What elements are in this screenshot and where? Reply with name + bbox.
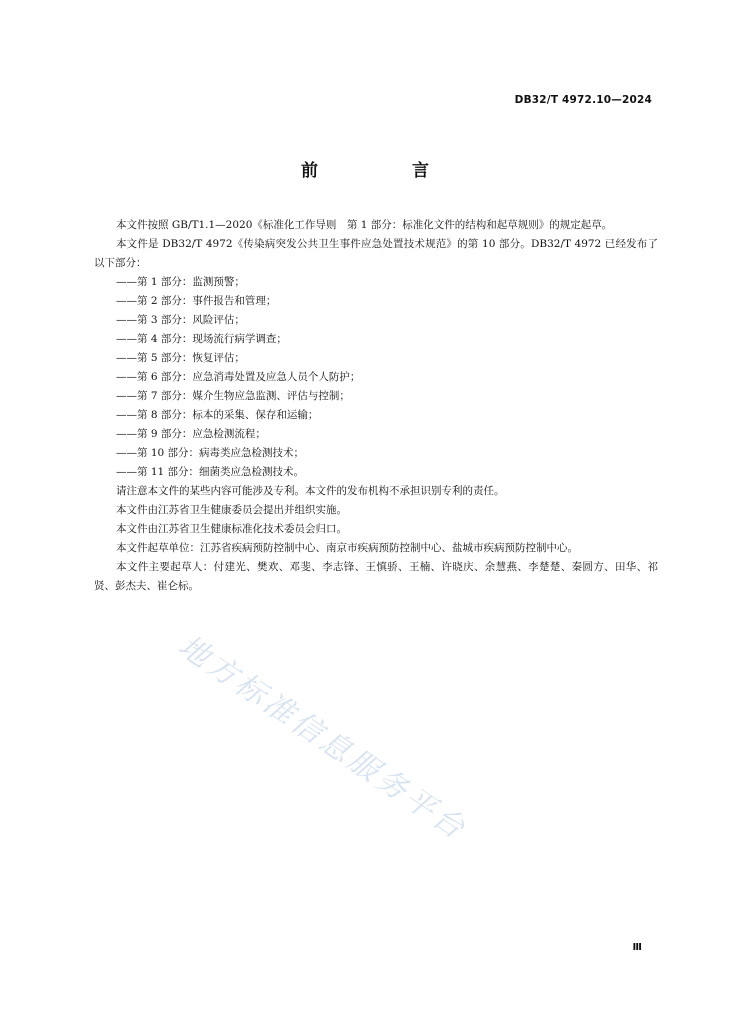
paragraph-series-intro: 本文件是 DB32/T 4972《传染病突发公共卫生事件应急处置技术规范》的第 10 部分。DB32/T 4972 已经发布了以下部分：: [94, 238, 658, 269]
list-item: ——第 3 部分：风险评估；: [116, 314, 245, 326]
list-item: ——第 9 部分：应急检测流程；: [116, 428, 266, 440]
page-title: 前 言: [301, 161, 473, 181]
paragraph-centralized-by: 本文件由江苏省卫生健康标准化技术委员会归口。: [116, 523, 347, 535]
watermark: 地方标准信息服务平台: [171, 628, 474, 848]
list-item: ——第 11 部分：细菌类应急检测技术。: [116, 466, 305, 478]
paragraph-patent-notice: 请注意本文件的某些内容可能涉及专利。本文件的发布机构不承担识别专利的责任。: [116, 485, 505, 497]
list-item: ——第 2 部分：事件报告和管理；: [116, 295, 277, 307]
paragraph-drafters: 本文件主要起草人：付建光、樊欢、邓斐、李志锋、王慎骄、王楠、许晓庆、余慧燕、李楚楚、秦圆方、田华、祁贤、彭杰夫、崔仑标。: [94, 561, 658, 592]
list-item: ——第 1 部分：监测预警；: [116, 276, 245, 288]
list-item: ——第 4 部分：现场流行病学调查；: [116, 333, 287, 345]
list-item: ——第 7 部分：媒介生物应急监测、评估与控制；: [116, 390, 350, 402]
paragraph-proposer: 本文件由江苏省卫生健康委员会提出并组织实施。: [116, 504, 347, 516]
list-item: ——第 5 部分：恢复评估；: [116, 352, 245, 364]
document-id: DB32/T 4972.10—2024: [514, 94, 652, 106]
paragraph-drafting-units: 本文件起草单位：江苏省疾病预防控制中心、南京市疾病预防控制中心、盐城市疾病预防控制中心。: [116, 542, 578, 554]
list-item: ——第 10 部分：病毒类应急检测技术；: [116, 447, 305, 459]
foreword-body: [94, 216, 658, 596]
list-item: ——第 6 部分：应急消毒处置及应急人员个人防护；: [116, 371, 361, 383]
paragraph-drafting-rules: 本文件按照 GB/T1.1—2020《标准化工作导则 第 1 部分：标准化文件的结构和起草规则》的规定起草。: [116, 219, 613, 231]
page-number: Ⅲ: [632, 942, 642, 953]
list-item: ——第 8 部分：标本的采集、保存和运输；: [116, 409, 319, 421]
